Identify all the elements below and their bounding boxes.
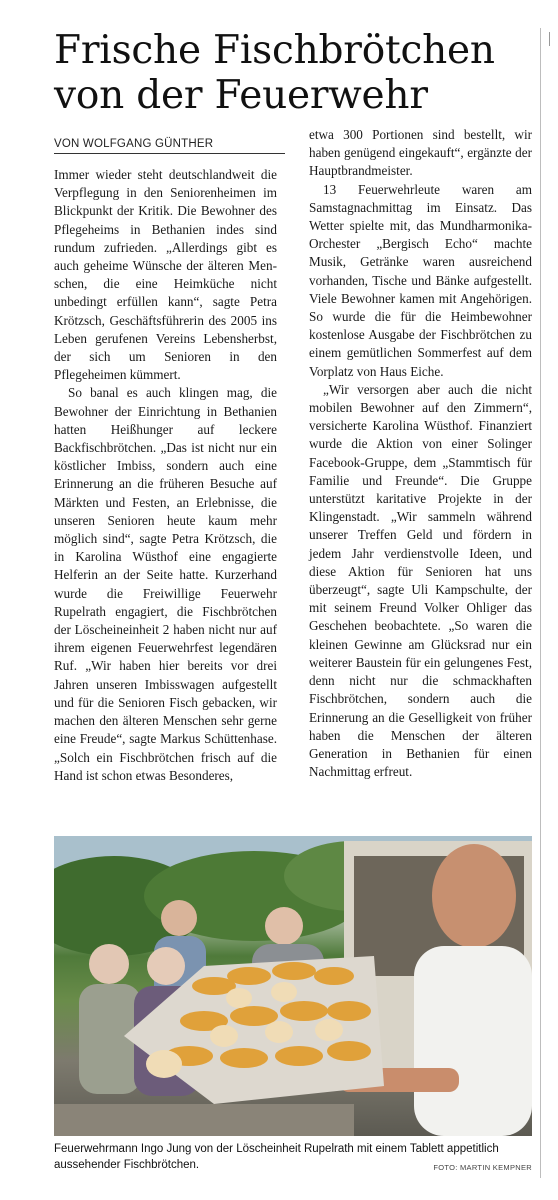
article-column-left: [54, 166, 277, 785]
paragraph: So banal es auch klingen mag, die Bewohner der Einrichtung in Bethanien hatten Heißhunger auf leckere Backfischbrötchen. „Das ist nicht nur ein köstlicher Imbiss, sondern auch eine Erinnerung an die früheren Besuche auf Märkten und Festen, an Erlebnisse, die unseren Senioren heute kaum mehr möglich sind“, sagte Petra Krötzsch, die in Karolina Wüsthof eine engagierte Helferin an der Seite hatte. Kurzerhand wurde die Freiwillige Feuerwehr Rupelrath engagiert, die Fischbrötchen der Löscheineinheit 2 haben nicht nur auf ihrem eigenen Feuerwehrfest legendären Ruf. „Wir haben hier bereits vor drei Jahren unseren Imbisswagen aufgestellt und für die Senioren Fisch gebacken, wir machen den älteren Menschen sehr gerne eine Freude“, sagte Markus Schüttenhase. „Solch ein Fischbrötchen frisch auf die Hand ist schon etwas Besonderes,: [54, 385, 277, 783]
photo-person-head: [147, 947, 185, 985]
paragraph: etwa 300 Portionen sind bestellt, wir haben genügend eingekauft“, ergänzte der Hauptbrandmeister.: [309, 127, 532, 179]
paragraph: Immer wieder steht deutschlandweit die Verpflegung in den Seniorenheimen im Blickpunkt der Kritik. Die Bewohner des Pflegeheims in Bethanien indes sind rundum zufrieden. „Allerdings gibt es auch geheime Wünsche der älteren Menschen, die eine Heimküche nicht unbedingt erfüllen kann“, sagte Petra Krötzsch, Geschäftsführerin des 2005 ins Leben gerufenen Vereins Lebensherbst, der sich um Senioren in den Pflegeheimen kümmert.: [54, 167, 277, 383]
article-column-right: [309, 126, 532, 781]
paragraph: „Wir versorgen aber auch die nicht mobilen Bewohner auf den Zimmern“, versicherte Karolina Wüsthof. Finanziert wurde die Aktion von einer Solinger Facebook-Gruppe, dem „Stammtisch für Familie und Freunde“. Die Gruppe unterstützt karitative Projekte in der Klingenstadt. „Wir sammeln während unserer Treffen Geld und fördern in jedem Jahr verdienstvolle Ideen, und diese Aktion für Senioren hat uns überzeugt“, sagte Uli Kampschulte, der mit seinem Freund Volker Ohliger das Geschehen beobachtete. „So waren die kleinen Gewinne am Glücksrad nur ein weiterer Baustein für ein gelungenes Fest, denn nicht nur die schmackhaften Fischbrötchen, sondern auch die Erinnerung an die Geselligkeit von früher haben die Menschen der älteren Generation in Bethanien für einen Nachmittag erfreut.: [309, 381, 532, 780]
article-photo: [54, 836, 532, 1136]
photo-person-head: [161, 900, 197, 936]
photo-firefighter-head: [432, 844, 516, 948]
page-edge-mark: [549, 32, 555, 46]
article-headline: Frische Fischbrötchen von der Feuerwehr: [54, 28, 495, 118]
photo-table: [54, 1104, 354, 1136]
photo-illustration: [54, 836, 532, 1136]
article-byline: VON WOLFGANG GÜNTHER: [54, 138, 285, 154]
photo-firefighter-shirt: [414, 946, 532, 1136]
column-rule: [540, 28, 541, 1178]
photo-person-head: [89, 944, 129, 984]
paragraph: 13 Feuerwehrleute waren am Samstagnachmittag im Einsatz. Das Wetter spielte mit, das Mundharmonika-Orchester „Bergisch Echo“ machte Musik, Getränke waren ausreichend vorhanden, Tische und Bänke aufgestellt. Viele Bewohner kamen mit Angehörigen. So wurde die für die Heimbewohner kostenlose Ausgabe der Fischbrötchen zu einem gemütlichen Sommerfest auf dem Vorplatz von Haus Eiche.: [309, 181, 532, 379]
photo-person-head: [265, 907, 303, 945]
photo-credit: FOTO: MARTIN KEMPNER: [433, 1163, 532, 1172]
photo-caption: Feuerwehrmann Ingo Jung von der Löscheinheit Rupelrath mit einem Tablett appetitlich aussehender Fischbrötchen.: [54, 1143, 499, 1171]
